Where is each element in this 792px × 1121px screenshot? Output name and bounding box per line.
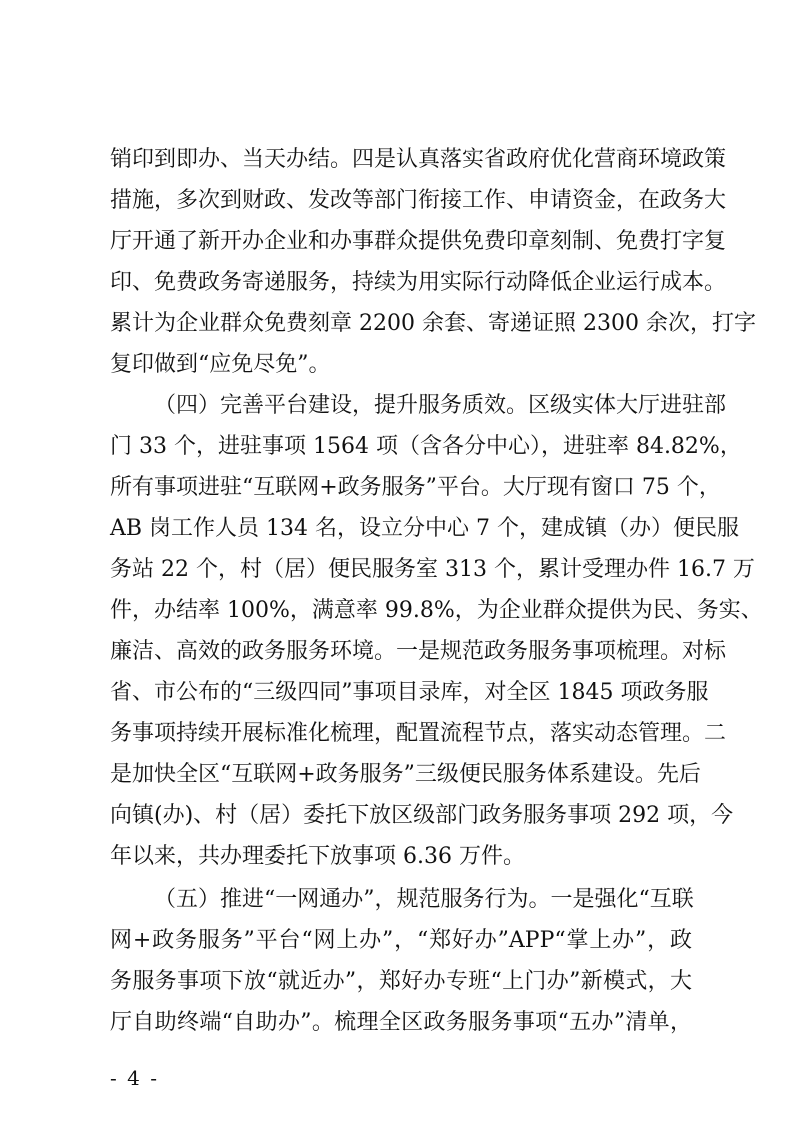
text-line: 门 33 个，进驻事项 1564 项（含各分中心），进驻率 84.82%， <box>110 434 742 459</box>
text-line: 件，办结率 100%，满意率 99.8%，为企业群众提供为民、务实、 <box>110 598 763 623</box>
text-line: 所有事项进驻“互联网+政务服务”平台。大厅现有窗口 75 个， <box>110 475 721 500</box>
text-line: 累计为企业群众免费刻章 2200 余套、寄递证照 2300 余次，打字 <box>110 311 756 336</box>
text-line: 廉洁、高效的政务服务环境。一是规范政务服务事项梳理。对标 <box>110 639 727 664</box>
text-line: 印、免费政务寄递服务，持续为用实际行动降低企业运行成本。 <box>110 270 727 295</box>
text-line: 厅开通了新开办企业和办事群众提供免费印章刻制、免费打字复 <box>110 229 727 254</box>
text-line: 省、市公布的“三级四同”事项目录库，对全区 1845 项政务服 <box>110 680 709 705</box>
text-line: 是加快全区“互联网+政务服务”三级便民服务体系建设。先后 <box>110 762 701 787</box>
text-line: 销印到即办、当天办结。四是认真落实省政府优化营商环境政策 <box>110 147 727 172</box>
text-line: 年以来，共办理委托下放事项 6.36 万件。 <box>110 844 525 869</box>
text-line: （五）推进“一网通办”，规范服务行为。一是强化“互联 <box>154 887 694 912</box>
text-line: 向镇(办)、村（居）委托下放区级部门政务服务事项 292 项，今 <box>110 803 734 828</box>
page-number: - 4 - <box>110 1066 157 1090</box>
text-line: AB 岗工作人员 134 名，设立分中心 7 个，建成镇（办）便民服 <box>110 516 740 541</box>
text-line: 务事项持续开展标准化梳理，配置流程节点，落实动态管理。二 <box>110 721 727 746</box>
text-line: 务服务事项下放“就近办”，郑好办专班“上门办”新模式，大 <box>110 969 692 994</box>
text-line: 务站 22 个，村（居）便民服务室 313 个，累计受理办件 16.7 万 <box>110 557 755 582</box>
text-line: 厅自助终端“自助办”。梳理全区政务服务事项“五办”清单， <box>110 1010 692 1035</box>
text-line: 复印做到“应免尽免”。 <box>110 352 331 377</box>
text-line: 措施，多次到财政、发改等部门衔接工作、申请资金，在政务大 <box>110 188 727 213</box>
text-line: 网+政务服务”平台“网上办”，“郑好办”APP“掌上办”，政 <box>110 928 692 953</box>
text-line: （四）完善平台建设，提升服务质效。区级实体大厅进驻部 <box>154 393 727 418</box>
